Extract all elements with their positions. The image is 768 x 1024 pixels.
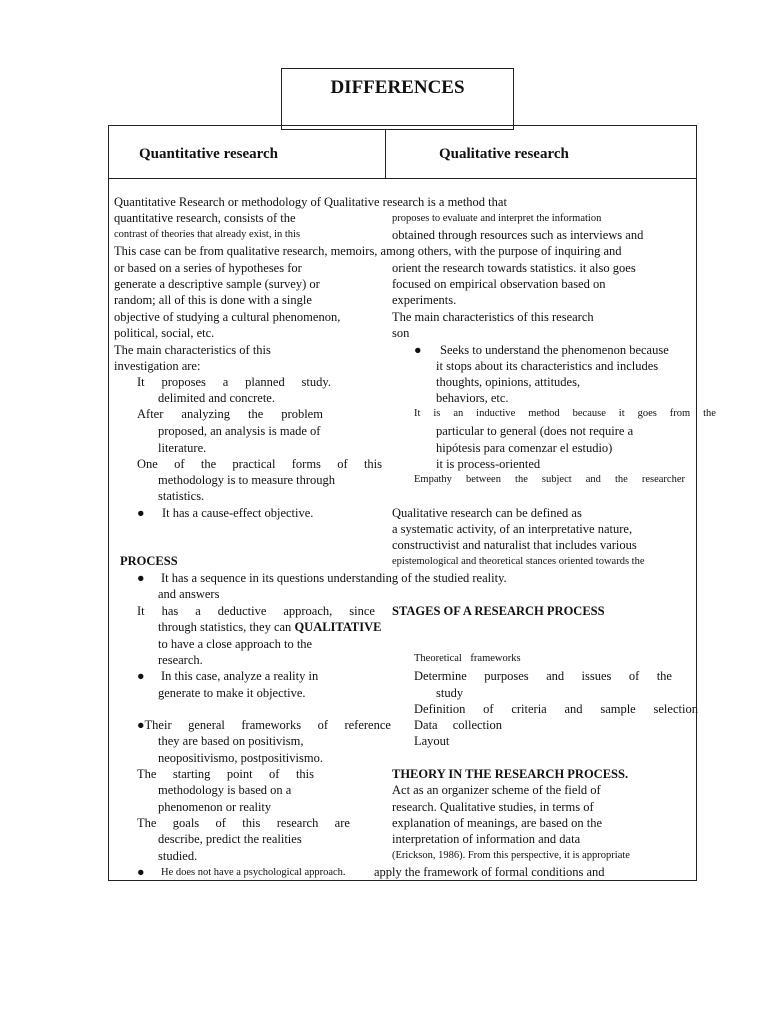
left-text: research. xyxy=(158,653,203,667)
stage-item: Determine purposes and issues of the xyxy=(414,669,672,683)
page-title: DIFFERENCES xyxy=(330,77,465,98)
left-text: through statistics, they can QUALITATIVE xyxy=(158,620,382,634)
left-text: The main characteristics of this xyxy=(114,343,271,357)
right-text: The main characteristics of this research xyxy=(392,310,594,324)
right-text: it stops about its characteristics and includes xyxy=(436,359,659,373)
left-text: phenomenon or reality xyxy=(158,800,272,814)
right-text: son xyxy=(392,326,410,340)
left-text: studied. xyxy=(158,849,198,863)
process-item: The goals of this research are xyxy=(137,816,350,830)
right-text: explanation of meanings, are based on the xyxy=(392,816,602,830)
left-text: He does not have a psychological approach. xyxy=(161,867,346,878)
left-text: political, social, etc. xyxy=(114,326,215,340)
header-divider xyxy=(108,178,697,179)
process-item: The starting point of this xyxy=(137,767,314,781)
left-text: generate to make it objective. xyxy=(158,686,306,700)
process-item: ●Their general frameworks of reference xyxy=(137,718,391,732)
left-text: In this case, analyze a reality in xyxy=(161,669,319,683)
bullet-icon: ● xyxy=(137,865,145,879)
right-text: interpretation of information and data xyxy=(392,832,581,846)
left-text: and answers xyxy=(158,587,220,601)
left-text: or based on a series of hypotheses for xyxy=(114,261,302,275)
left-text: proposed, an analysis is made of xyxy=(158,424,321,438)
left-text: describe, predict the realities xyxy=(158,832,302,846)
characteristic-item: It proposes a planned study. xyxy=(137,375,331,389)
right-text: (Erickson, 1986). From this perspective, it is appropriate xyxy=(392,850,630,861)
left-text: quantitative research, consists of the xyxy=(114,211,296,225)
right-text: particular to general (does not require a xyxy=(436,424,634,438)
title-box xyxy=(281,68,514,130)
process-heading: PROCESS xyxy=(120,554,178,568)
left-text: generate a descriptive sample (survey) or xyxy=(114,277,320,291)
bullet-icon: ● xyxy=(137,506,145,520)
left-text: to have a close approach to the xyxy=(158,637,313,651)
left-text: It has a cause-effect objective. xyxy=(162,506,314,520)
left-text: random; all of this is done with a single xyxy=(114,293,312,307)
right-text: constructivist and naturalist that includes various xyxy=(392,538,637,552)
header-quantitative: Quantitative research xyxy=(139,146,279,162)
stage-item: Definition of criteria and sample selection xyxy=(414,702,698,716)
left-text: apply the framework of formal conditions and xyxy=(374,865,605,879)
left-text: objective of studying a cultural phenomenon, xyxy=(114,310,341,324)
left-text: methodology is based on a xyxy=(158,783,292,797)
stage-item: Theoretical frameworks xyxy=(414,653,521,664)
right-text: it is process-oriented xyxy=(436,457,541,471)
right-text: a systematic activity, of an interpretative nature, xyxy=(392,522,633,536)
right-text: focused on empirical observation based on xyxy=(392,277,606,291)
theory-heading: THEORY IN THE RESEARCH PROCESS. xyxy=(392,767,629,781)
left-text: they are based on positivism, xyxy=(158,734,304,748)
left-text: This case can be from qualitative research, memoirs, among others, with the purpose of inquiring and xyxy=(114,244,622,258)
characteristic-item: It is an inductive method because it goes from the xyxy=(414,408,716,419)
characteristic-item: Empathy between the subject and the researcher xyxy=(414,474,685,485)
right-text: thoughts, opinions, attitudes, xyxy=(436,375,581,389)
right-text: Seeks to understand the phenomenon because xyxy=(440,343,669,357)
left-text: literature. xyxy=(158,441,207,455)
right-text: research. Qualitative studies, in terms of xyxy=(392,800,594,814)
left-text: methodology is to measure through xyxy=(158,473,336,487)
left-text: Quantitative Research or methodology of Qualitative research is a method that xyxy=(114,195,507,209)
stage-item: Data collection xyxy=(414,718,503,732)
right-text: Qualitative research can be defined as xyxy=(392,506,582,520)
process-item: It has a deductive approach, since xyxy=(137,604,375,618)
bullet-icon: ● xyxy=(137,669,145,683)
stages-heading: STAGES OF A RESEARCH PROCESS xyxy=(392,604,605,618)
left-text: delimited and concrete. xyxy=(158,391,275,405)
header-column-divider xyxy=(385,129,386,178)
bullet-icon: ● xyxy=(137,571,145,585)
stage-item: Layout xyxy=(414,734,450,748)
left-text: contrast of theories that already exist, in this xyxy=(114,229,301,240)
right-text: obtained through resources such as interviews and xyxy=(392,228,644,242)
stage-item: study xyxy=(436,686,464,700)
right-text: orient the research towards statistics. it also goes xyxy=(392,261,636,275)
left-text: statistics. xyxy=(158,489,205,503)
right-text: experiments. xyxy=(392,293,457,307)
right-text: behaviors, etc. xyxy=(436,391,509,405)
right-text: hipótesis para comenzar el estudio) xyxy=(436,441,613,455)
right-text: epistemological and theoretical stances oriented towards the xyxy=(392,556,645,567)
left-text: It has a sequence in its questions understanding of the studied reality. xyxy=(161,571,507,585)
characteristic-item: After analyzing the problem xyxy=(137,407,323,421)
left-text: investigation are: xyxy=(114,359,201,373)
header-qualitative: Qualitative research xyxy=(439,146,569,162)
right-text: Act as an organizer scheme of the field of xyxy=(392,783,601,797)
right-text: proposes to evaluate and interpret the information xyxy=(392,213,602,224)
bullet-icon: ● xyxy=(414,343,422,357)
left-text: neopositivismo, postpositivismo. xyxy=(158,751,323,765)
characteristic-item: One of the practical forms of this xyxy=(137,457,382,471)
